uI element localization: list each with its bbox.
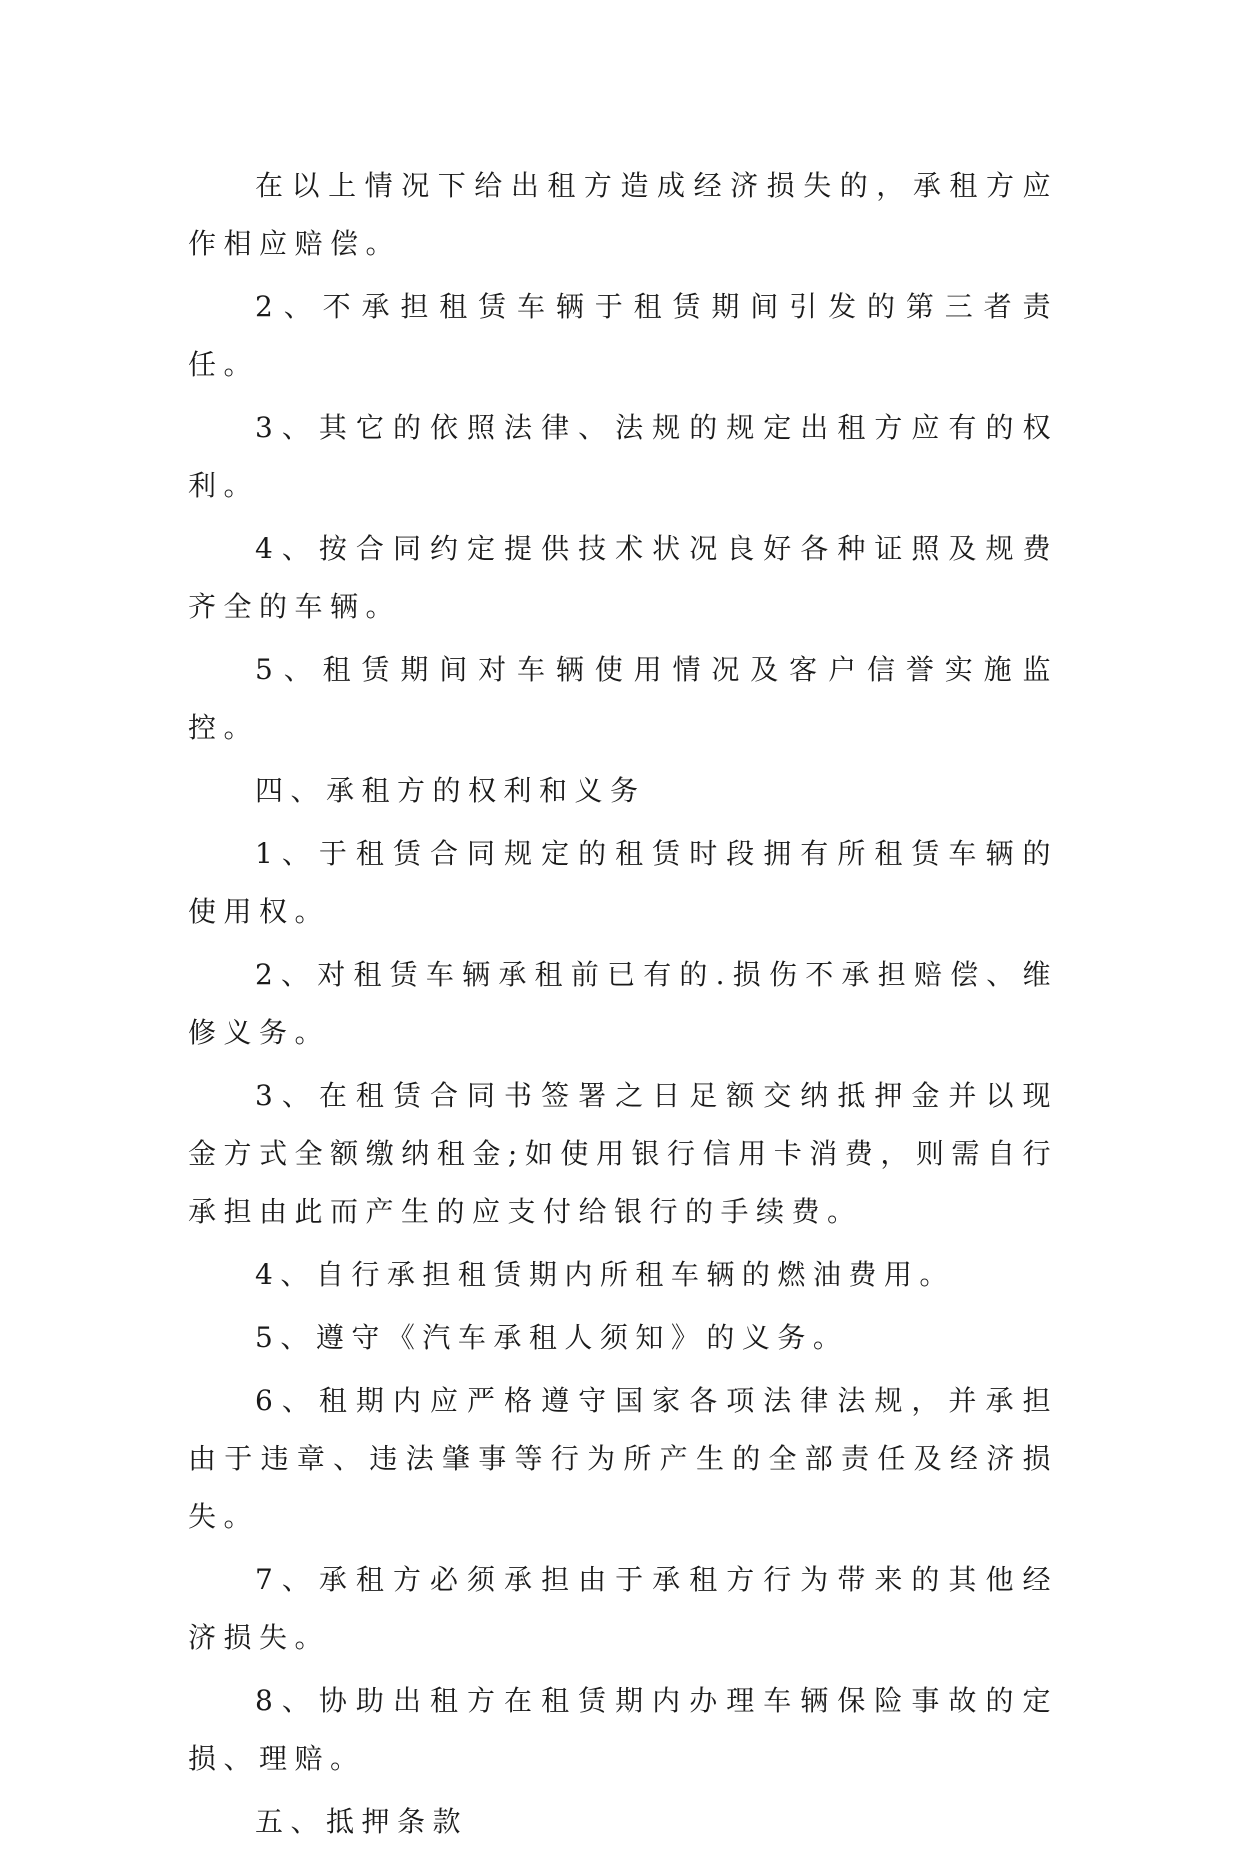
paragraph: 5、租赁期间对车辆使用情况及客户信誉实施监控。 [188,653,1058,744]
paragraph: 7、承租方必须承担由于承租方行为带来的其他经济损失。 [188,1563,1058,1654]
section-heading: 五、抵押条款 [255,1805,469,1838]
paragraph: 8、协助出租方在租赁期内办理车辆保险事故的定损、理赔。 [188,1684,1058,1775]
paragraph: 6、租期内应严格遵守国家各项法律法规，并承担由于违章、违法肇事等行为所产生的全部责任及经济损失。 [188,1384,1058,1533]
paragraph: 4、自行承担租赁期内所租车辆的燃油费用。 [255,1258,955,1291]
paragraph: 5、遵守《汽车承租人须知》的义务。 [255,1321,849,1354]
paragraph: 1、于租赁合同规定的租赁时段拥有所租赁车辆的使用权。 [188,837,1058,928]
paragraph: 2、不承担租赁车辆于租赁期间引发的第三者责任。 [188,290,1058,381]
paragraph: 3、其它的依照法律、法规的规定出租方应有的权利。 [188,411,1058,502]
document-body [188,157,1058,1856]
paragraph: 在以上情况下给出租方造成经济损失的，承租方应作相应赔偿。 [188,169,1058,260]
paragraph: 2、对租赁车辆承租前已有的.损伤不承担赔偿、维修义务。 [188,958,1058,1049]
paragraph: 4、按合同约定提供技术状况良好各种证照及规费齐全的车辆。 [188,532,1058,623]
paragraph: 3、在租赁合同书签署之日足额交纳抵押金并以现金方式全额缴纳租金;如使用银行信用卡消费，则需自行承担由此而产生的应支付给银行的手续费。 [188,1079,1058,1228]
section-heading: 四、承租方的权利和义务 [255,774,646,807]
